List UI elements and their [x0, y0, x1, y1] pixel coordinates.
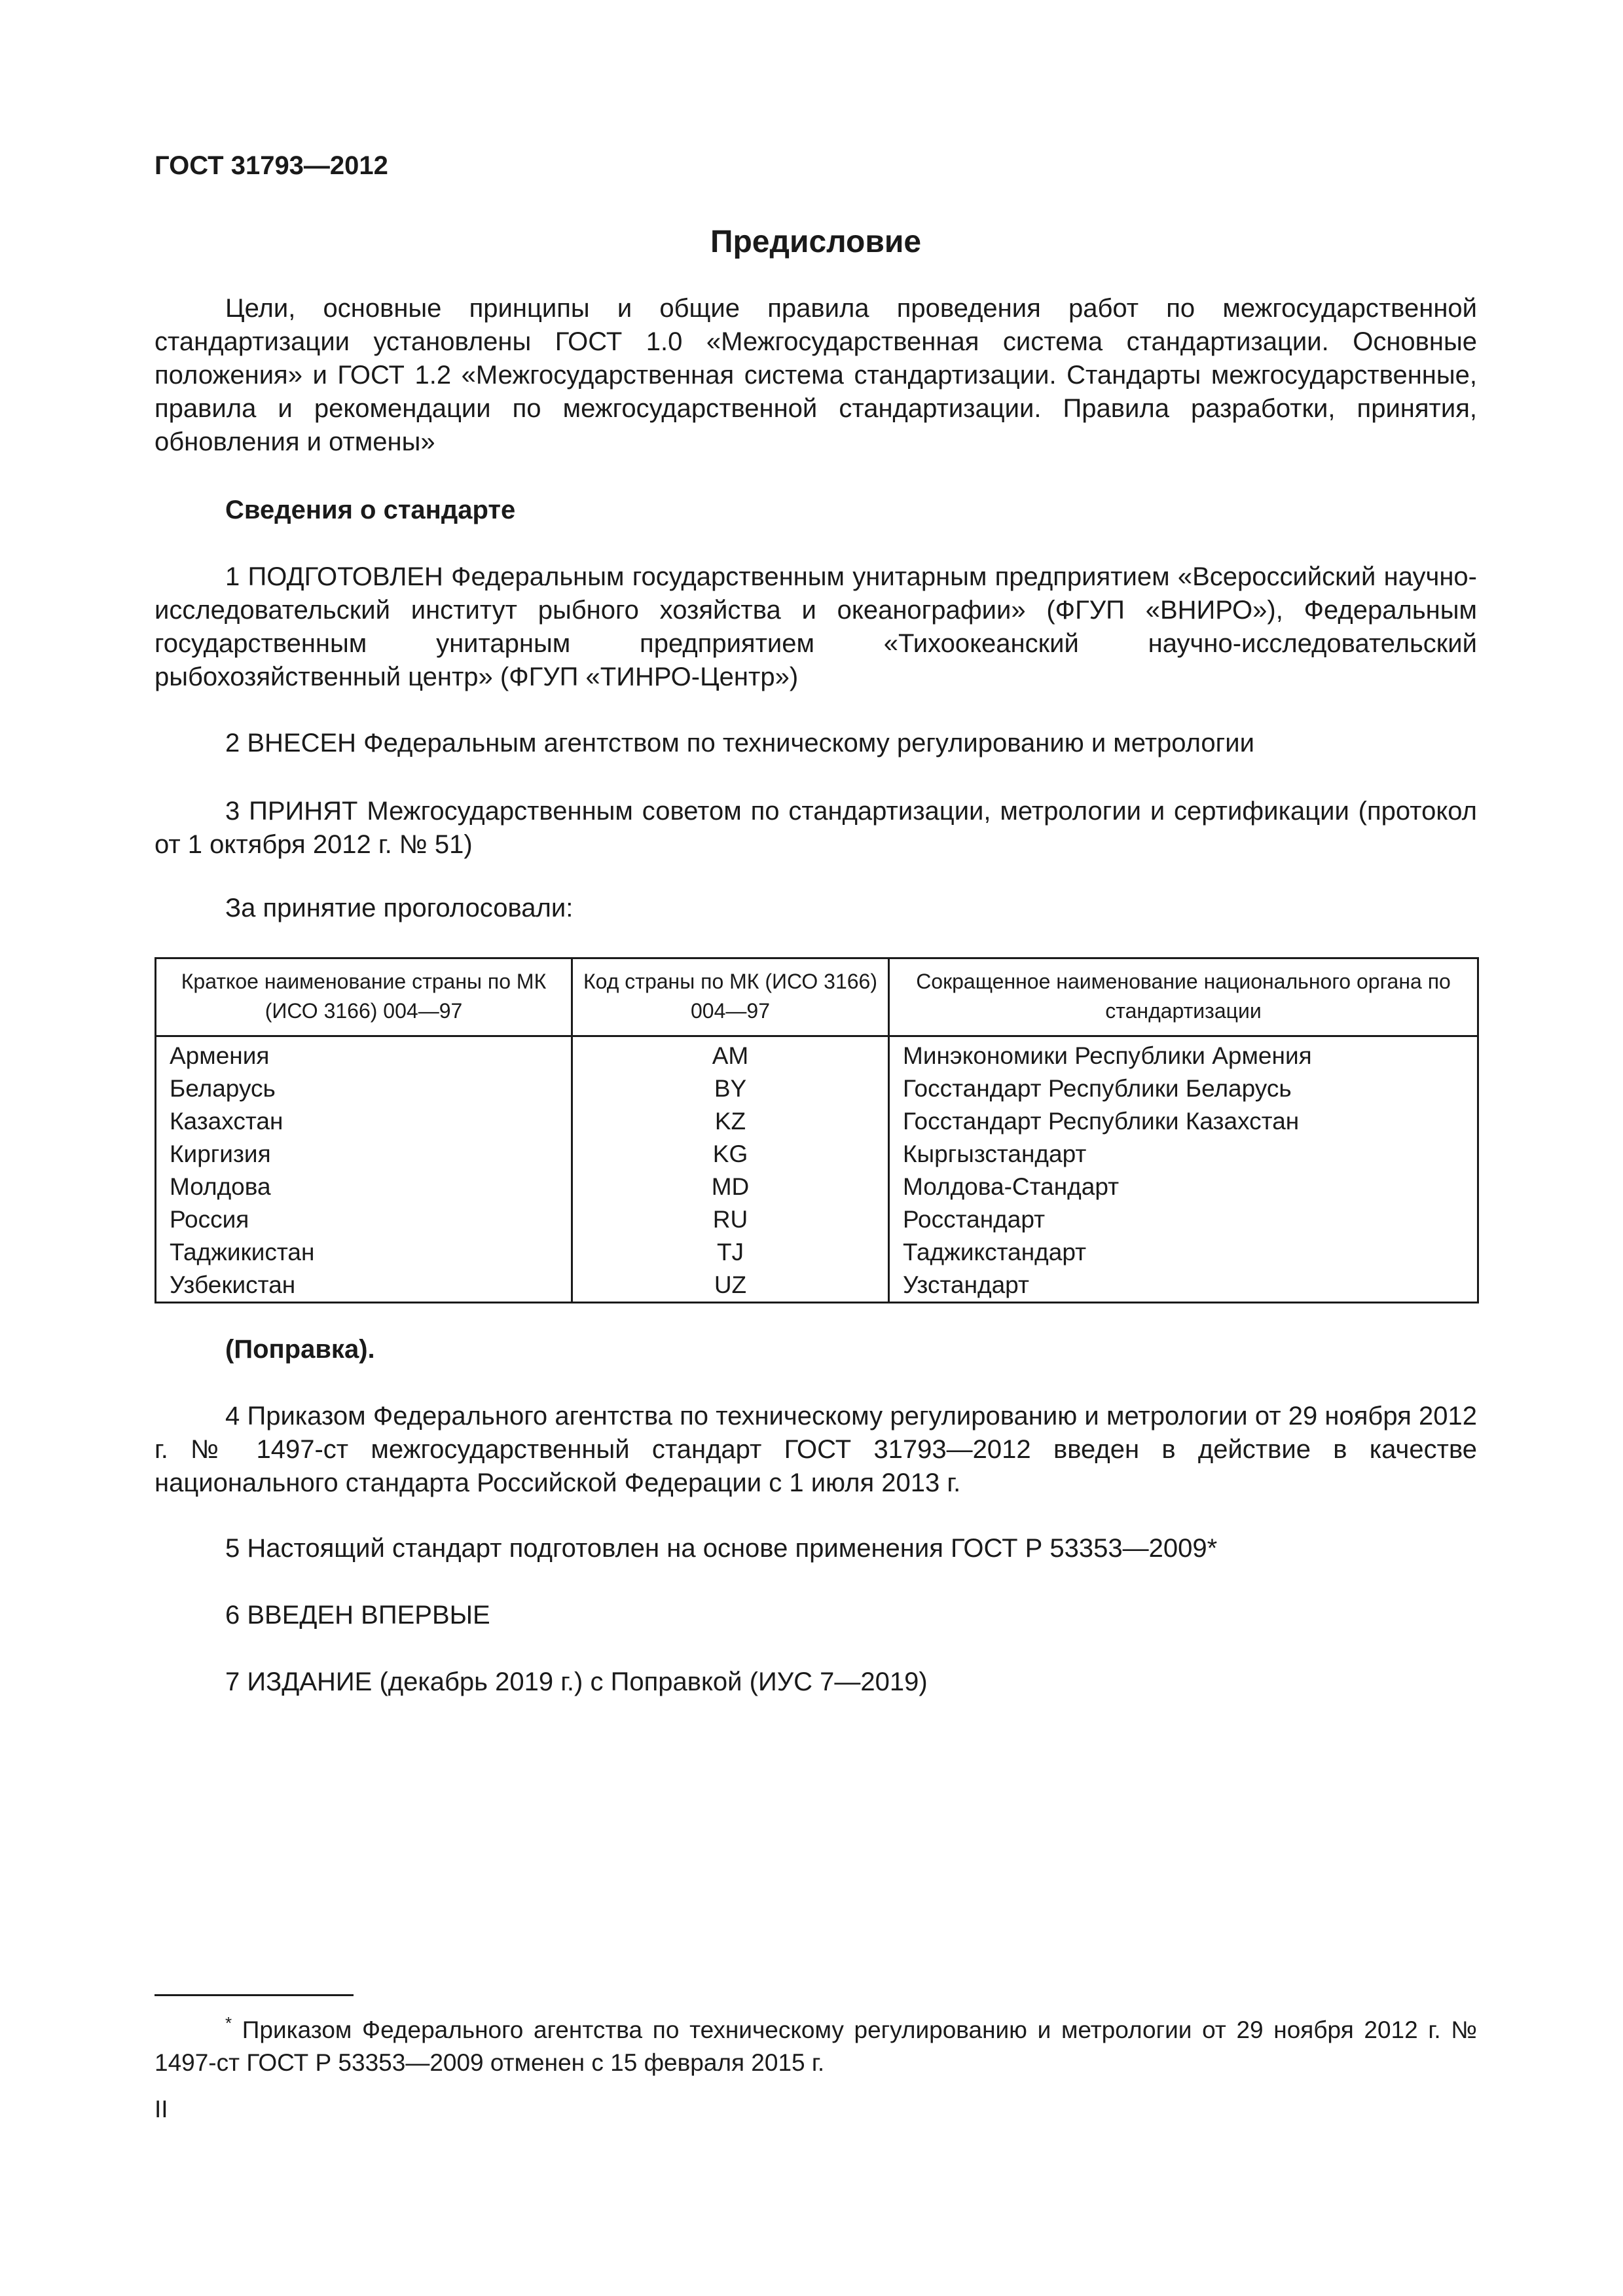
standards-body: Таджикстандарт: [889, 1236, 1478, 1269]
country-name: Таджикистан: [156, 1236, 572, 1269]
footnote: [155, 2014, 1477, 2079]
country-name: Узбекистан: [156, 1269, 572, 1303]
table-row: [156, 1105, 1478, 1138]
header-standards-body: Сокращенное наименование национального органа по стандартизации: [889, 958, 1478, 1036]
header-country-name: Краткое наименование страны по МК (ИСО 3166) 004—97: [156, 958, 572, 1036]
table-row: [156, 1236, 1478, 1269]
country-code: RU: [572, 1203, 889, 1236]
standards-body: Росстандарт: [889, 1203, 1478, 1236]
document-code: ГОСТ 31793—2012: [155, 151, 388, 180]
country-code: AM: [572, 1036, 889, 1073]
section-heading: Сведения о стандарте: [225, 496, 516, 524]
vote-intro: За принятие проголосовали:: [225, 894, 574, 922]
item-5-paragraph: 5 Настоящий стандарт подготовлен на основе применения ГОСТ Р 53353—2009*: [225, 1534, 1218, 1563]
table-row: [156, 1138, 1478, 1171]
table-row: [156, 1203, 1478, 1236]
table-row: [156, 1269, 1478, 1303]
footnote-text: Приказом Федерального агентства по техническому регулированию и метрологии от 29 ноября 2012 г. № 1497-ст ГОСТ Р 53353—2009 отменен с 15 февраля 2015 г.: [155, 2016, 1477, 2076]
table-row: [156, 1036, 1478, 1073]
item-2-paragraph: 2 ВНЕСЕН Федеральным агентством по техническому регулированию и метрологии: [225, 729, 1254, 757]
item-7-paragraph: 7 ИЗДАНИЕ (декабрь 2019 г.) с Поправкой (ИУС 7—2019): [225, 1667, 928, 1696]
item-6-paragraph: 6 ВВЕДЕН ВПЕРВЫЕ: [225, 1601, 490, 1630]
country-code: BY: [572, 1072, 889, 1105]
country-name: Казахстан: [156, 1105, 572, 1138]
standards-body: Молдова-Стандарт: [889, 1171, 1478, 1203]
country-name: Киргизия: [156, 1138, 572, 1171]
country-name: Россия: [156, 1203, 572, 1236]
item-3-paragraph: 3 ПРИНЯТ Межгосударственным советом по стандартизации, метрологии и сертификации (протокол от 1 октября 2012 г. № 51): [155, 797, 1477, 859]
header-country-code: Код страны по МК (ИСО 3166) 004—97: [572, 958, 889, 1036]
page-number: II: [155, 2096, 168, 2123]
country-name: Беларусь: [156, 1072, 572, 1105]
country-name: Молдова: [156, 1171, 572, 1203]
footnote-marker: *: [225, 2013, 232, 2033]
country-code: MD: [572, 1171, 889, 1203]
table-row: [156, 1171, 1478, 1203]
intro-paragraph: Цели, основные принципы и общие правила проведения работ по межгосударственной стандартизации установлены ГОСТ 1.0 «Межгосударственная система стандартизации. Основные положения» и ГОСТ 1.2 «Межгосударственная система стандартизации. Стандарты межгосударственные, правила и рекомендации по межгосударственной стандартизации. Правила разработки, принятия, обновления и отмены»: [155, 294, 1477, 456]
table-header-row: [156, 958, 1478, 1036]
voting-table: [155, 957, 1479, 1303]
amendment-note: (Поправка).: [225, 1335, 375, 1364]
standards-body: Минэкономики Республики Армения: [889, 1036, 1478, 1073]
standards-body: Кыргызстандарт: [889, 1138, 1478, 1171]
country-code: UZ: [572, 1269, 889, 1303]
country-code: KZ: [572, 1105, 889, 1138]
table-row: [156, 1072, 1478, 1105]
page-title: Предисловие: [710, 225, 922, 259]
item-4-paragraph: 4 Приказом Федерального агентства по техническому регулированию и метрологии от 29 ноября 2012 г. № 1497-ст межгосударственный стандарт ГОСТ 31793—2012 введен в действие в качестве национального стандарта Российской Федерации с 1 июля 2013 г.: [155, 1402, 1477, 1497]
footnote-divider: [155, 1994, 354, 1996]
standards-body: Госстандарт Республики Казахстан: [889, 1105, 1478, 1138]
country-code: TJ: [572, 1236, 889, 1269]
item-1-paragraph: 1 ПОДГОТОВЛЕН Федеральным государственным унитарным предприятием «Всероссийский научно-исследовательский институт рыбного хозяйства и океанографии» (ФГУП «ВНИРО»), Федеральным государственным унитарным предприятием «Тихоокеанский научно-исследовательский рыбохозяйственный центр» (ФГУП «ТИНРО-Центр»): [155, 562, 1477, 691]
country-name: Армения: [156, 1036, 572, 1073]
standards-body: Узстандарт: [889, 1269, 1478, 1303]
country-code: KG: [572, 1138, 889, 1171]
standards-body: Госстандарт Республики Беларусь: [889, 1072, 1478, 1105]
